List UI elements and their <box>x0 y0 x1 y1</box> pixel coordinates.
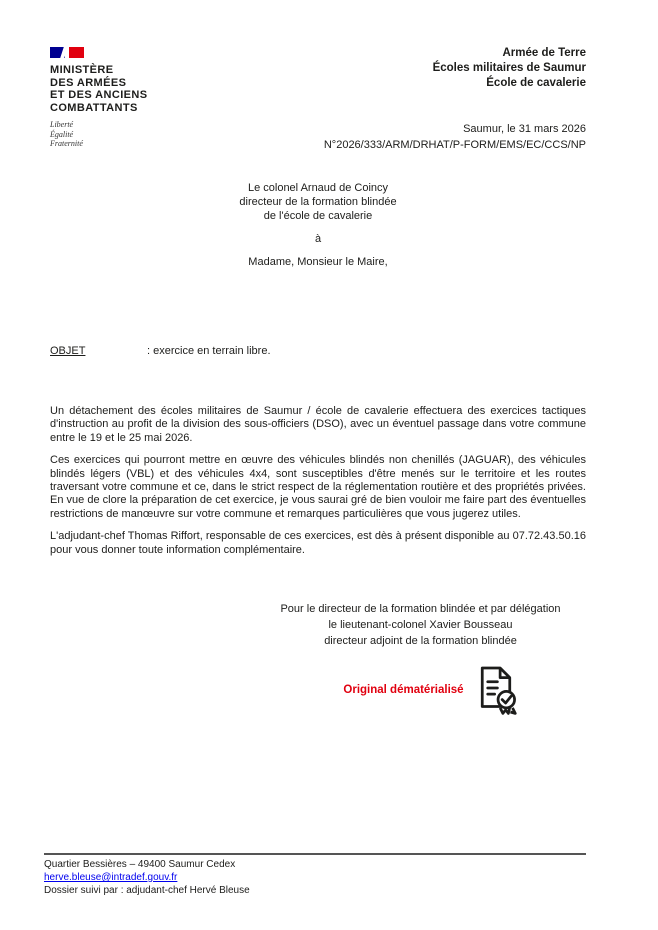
reference-number: N°2026/333/ARM/DRHAT/P-FORM/EMS/EC/CCS/NP <box>323 139 586 151</box>
stamp-label: Original dématérialisé <box>343 684 464 697</box>
header-right-column <box>324 46 586 153</box>
issuing-unit <box>324 46 586 91</box>
dematerialized-stamp <box>275 665 586 715</box>
subject-text: : exercice en terrain libre. <box>147 345 271 357</box>
letter-header <box>50 46 586 153</box>
subject-label: OBJET <box>50 345 86 357</box>
footer-email-link[interactable]: herve.bleuse@intradef.gouv.fr <box>44 872 178 883</box>
footer-dossier: Dossier suivi par : adjudant-chef Hervé Bleuse <box>44 885 250 896</box>
body-paragraph: Un détachement des écoles militaires de Saumur / école de cavalerie effectuera des exercices tactiques d'instruction au profit de la division des sous-officiers (DSO), avec un éventuel passage dans votre commune entre le 19 et le 25 mai 2026. <box>50 405 586 444</box>
ministry-name <box>50 64 220 114</box>
addressee-block <box>50 181 586 269</box>
reference-block <box>324 121 586 153</box>
motto-line: Liberté <box>50 120 74 129</box>
french-flag-icon <box>50 46 86 59</box>
addressee-separator: à <box>314 233 322 245</box>
ministry-line: DES ARMÉES <box>50 76 127 89</box>
footer-address: Quartier Bessières – 49400 Saumur Cedex <box>44 859 236 870</box>
recipient-line: Madame, Monsieur le Maire, <box>248 256 388 268</box>
sender-line: directeur de la formation blindée <box>239 196 397 208</box>
body-paragraph: Ces exercices qui pourront mettre en œuvre des véhicules blindés non chenillés (JAGUAR), des véhicules blindés légers (VBL) et des véhicules 4x4, sont susceptibles d'être menés sur le territoire et les routes traversant votre commune et ce, dans le strict respect de la réglementation routière et des propriétés privées. En vue de clore la préparation de cet exercice, je vous saurai gré de bien vouloir me faire part des éventuelles restrictions de manœuvre sur votre commune et remarques particulières que vous jugerez utiles. <box>50 454 586 520</box>
unit-line: Écoles militaires de Saumur <box>432 62 586 74</box>
sender-line: Le colonel Arnaud de Coincy <box>247 182 389 194</box>
signature-line: directeur adjoint de la formation blindée <box>324 635 517 648</box>
motto-line: Fraternité <box>50 139 83 148</box>
subject-line <box>50 345 586 357</box>
sender-line: de l'école de cavalerie <box>263 210 373 222</box>
certified-document-icon <box>474 665 518 715</box>
ministry-line: COMBATTANTS <box>50 101 138 114</box>
date-line: Saumur, le 31 mars 2026 <box>463 123 586 135</box>
motto-line: Égalité <box>50 129 74 139</box>
flag-red-block <box>69 47 84 58</box>
signature-line: Pour le directeur de la formation blindée et par délégation <box>280 603 561 616</box>
letter-body <box>50 405 586 557</box>
unit-line: Armée de Terre <box>502 47 586 59</box>
signature-line: le lieutenant-colonel Xavier Bousseau <box>328 619 513 632</box>
ministry-logo <box>50 46 220 149</box>
unit-line: École de cavalerie <box>486 77 586 89</box>
republic-motto <box>50 120 220 149</box>
body-paragraph: L'adjudant-chef Thomas Riffort, responsable de ces exercices, est dès à présent disponible au 07.72.43.50.16 pour vous donner toute information complémentaire. <box>50 530 586 556</box>
ministry-line: MINISTÈRE <box>50 64 114 76</box>
ministry-line: ET DES ANCIENS <box>50 89 148 101</box>
signature-block <box>255 601 586 715</box>
letter-footer <box>44 853 586 897</box>
